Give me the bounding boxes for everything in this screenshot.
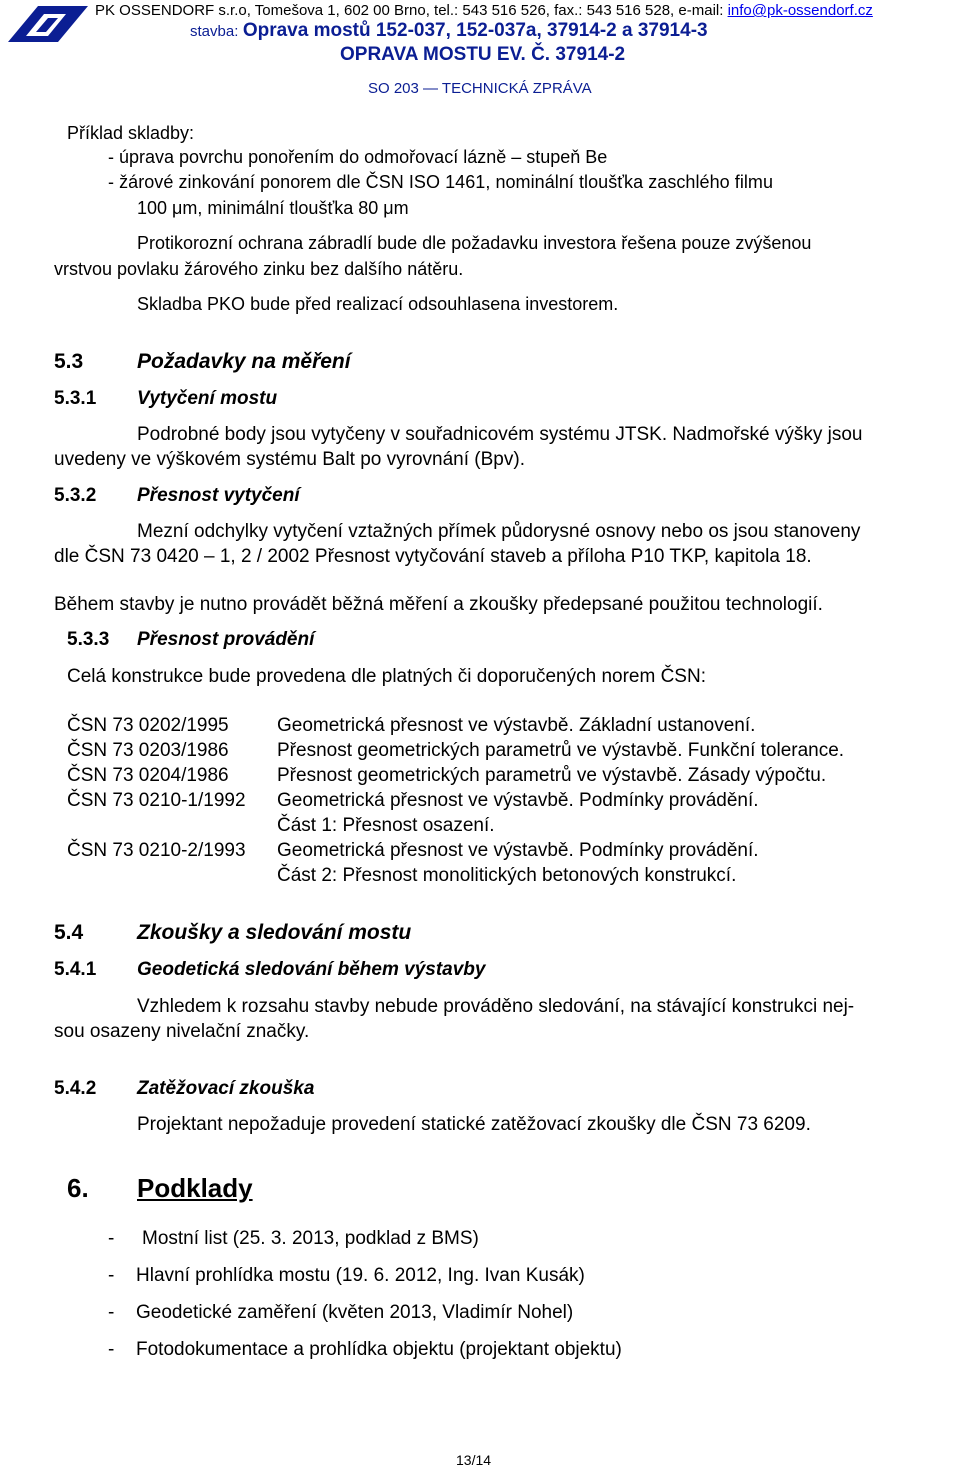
table-row [67, 790, 844, 815]
standard-desc: Přesnost geometrických parametrů ve výstavbě. Zásady výpočtu. [277, 765, 827, 786]
section-5-4-1-text-b: sou osazeny nivelační značky. [54, 1021, 310, 1042]
company-logo [8, 6, 88, 42]
list-item-text: Hlavní prohlídka mostu (19. 6. 2012, Ing. Ivan Kusák) [136, 1265, 585, 1286]
protection-para-a: Protikorozní ochrana zábradlí bude dle požadavku investora řešena pouze zvýšenou [137, 233, 812, 253]
section-5-3-3-text: Celá konstrukce bude provedena dle platných či doporučených norem ČSN: [67, 666, 706, 687]
standard-desc: Přesnost geometrických parametrů ve výstavbě. Funkční tolerance. [277, 740, 845, 761]
example-item-1: - úprava povrchu ponořením do odmořovací lázně – stupeň Be [108, 147, 608, 167]
section-5-4-1-title: Geodetická sledování během výstavby [137, 959, 486, 980]
section-5-4-title: Zkoušky a sledování mostu [137, 921, 412, 944]
list-dash: - [108, 1228, 115, 1249]
list-item [108, 1265, 622, 1302]
standard-desc: Geometrická přesnost ve výstavbě. Podmínky provádění. [277, 840, 759, 861]
section-5-4-1-number: 5.4.1 [54, 959, 97, 980]
pko-para: Skladba PKO bude před realizací odsouhlasena investorem. [137, 294, 619, 314]
section-5-4-number: 5.4 [54, 921, 84, 944]
section-5-3-2-text-b: dle ČSN 73 0420 – 1, 2 / 2002 Přesnost vytyčování staveb a příloha P10 TKP, kapitola 18. [54, 546, 812, 567]
list-item-text: Geodetické zaměření (květen 2013, Vladimír Nohel) [136, 1302, 574, 1323]
table-row [67, 765, 844, 790]
standard-code: ČSN 73 0210-2/1993 [67, 840, 246, 861]
page-number: 13/14 [456, 1452, 492, 1468]
example-item-2b: 100 μm, minimální tloušťka 80 μm [137, 198, 409, 218]
section-5-3-number: 5.3 [54, 350, 84, 373]
stavba-line [190, 20, 708, 42]
standard-code: ČSN 73 0210-1/1992 [67, 790, 246, 811]
standard-code: ČSN 73 0204/1986 [67, 765, 229, 786]
table-row [67, 840, 844, 865]
list-dash: - [108, 1265, 115, 1286]
section-5-3-1-number: 5.3.1 [54, 388, 97, 409]
protection-para-b: vrstvou povlaku žárového zinku bez dalšího nátěru. [54, 259, 464, 279]
section-5-3-2-text-a: Mezní odchylky vytyčení vztažných přímek půdorysné osnovy nebo os jsou stanoveny [137, 521, 861, 542]
sources-list [108, 1228, 622, 1376]
list-item-text: Fotodokumentace a prohlídka objektu (projektant objektu) [136, 1339, 622, 1360]
section-5-3-1-title: Vytyčení mostu [137, 388, 278, 409]
section-5-4-1-text-a: Vzhledem k rozsahu stavby nebude prováděno sledování, na stávající konstrukci nej- [137, 996, 855, 1017]
table-row [67, 815, 844, 840]
company-contact-line [95, 2, 873, 19]
stavba-label: stavba: [190, 23, 239, 40]
section-6-heading [67, 1173, 253, 1204]
list-item [108, 1228, 622, 1265]
standards-table [67, 715, 844, 890]
section-6-number: 6. [67, 1173, 89, 1203]
standard-desc: Část 2: Přesnost monolitických betonových konstrukcí. [277, 865, 737, 886]
section-6-title: Podklady [137, 1173, 253, 1203]
standard-desc: Geometrická přesnost ve výstavbě. Podmínky provádění. [277, 790, 759, 811]
section-5-4-2-title: Zatěžovací zkouška [137, 1078, 315, 1099]
subtitle: OPRAVA MOSTU EV. Č. 37914-2 [340, 44, 626, 65]
section-5-4-2-number: 5.4.2 [54, 1078, 97, 1099]
section-5-3-2-number: 5.3.2 [54, 485, 97, 506]
section-5-3-1-text-b: uvedeny ve výškovém systému Balt po vyrovnání (Bpv). [54, 449, 525, 470]
doc-label: SO 203 — TECHNICKÁ ZPRÁVA [368, 80, 592, 97]
section-5-3-3-title: Přesnost provádění [137, 629, 315, 650]
section-5-3-1-text-a: Podrobné body jsou vytyčeny v souřadnicovém systému JTSK. Nadmořské výšky jsou [137, 424, 863, 445]
list-item-text: Mostní list (25. 3. 2013, podklad z BMS) [142, 1228, 479, 1249]
list-item [108, 1302, 622, 1339]
list-item [108, 1339, 622, 1376]
stavba-title: Oprava mostů 152-037, 152-037a, 37914-2 a 37914-3 [242, 20, 708, 41]
table-row [67, 715, 844, 740]
standard-desc: Část 1: Přesnost osazení. [277, 815, 495, 836]
section-5-4-2-text: Projektant nepožaduje provedení statické zatěžovací zkoušky dle ČSN 73 6209. [137, 1114, 811, 1135]
standard-code: ČSN 73 0203/1986 [67, 740, 229, 761]
list-dash: - [108, 1302, 115, 1323]
section-5-3-2-title: Přesnost vytyčení [137, 485, 300, 506]
section-5-3-3-number: 5.3.3 [67, 629, 110, 650]
standard-desc: Geometrická přesnost ve výstavbě. Základní ustanovení. [277, 715, 756, 736]
section-5-3-2-text-c: Během stavby je nutno provádět běžná měření a zkoušky předepsané použitou technologií. [54, 594, 823, 615]
table-row [67, 865, 844, 890]
company-line: PK OSSENDORF s.r.o, Tomešova 1, 602 00 Brno, tel.: 543 516 526, fax.: 543 516 528, e-mail: [95, 2, 728, 19]
example-item-2a: - žárové zinkování ponorem dle ČSN ISO 1461, nominální tloušťka zaschlého filmu [108, 172, 774, 192]
list-dash: - [108, 1339, 115, 1360]
section-5-3-title: Požadavky na měření [137, 350, 351, 373]
standard-code: ČSN 73 0202/1995 [67, 715, 229, 736]
example-label: Příklad skladby: [67, 123, 195, 143]
table-row [67, 740, 844, 765]
email-link[interactable]: info@pk-ossendorf.cz [727, 2, 873, 19]
